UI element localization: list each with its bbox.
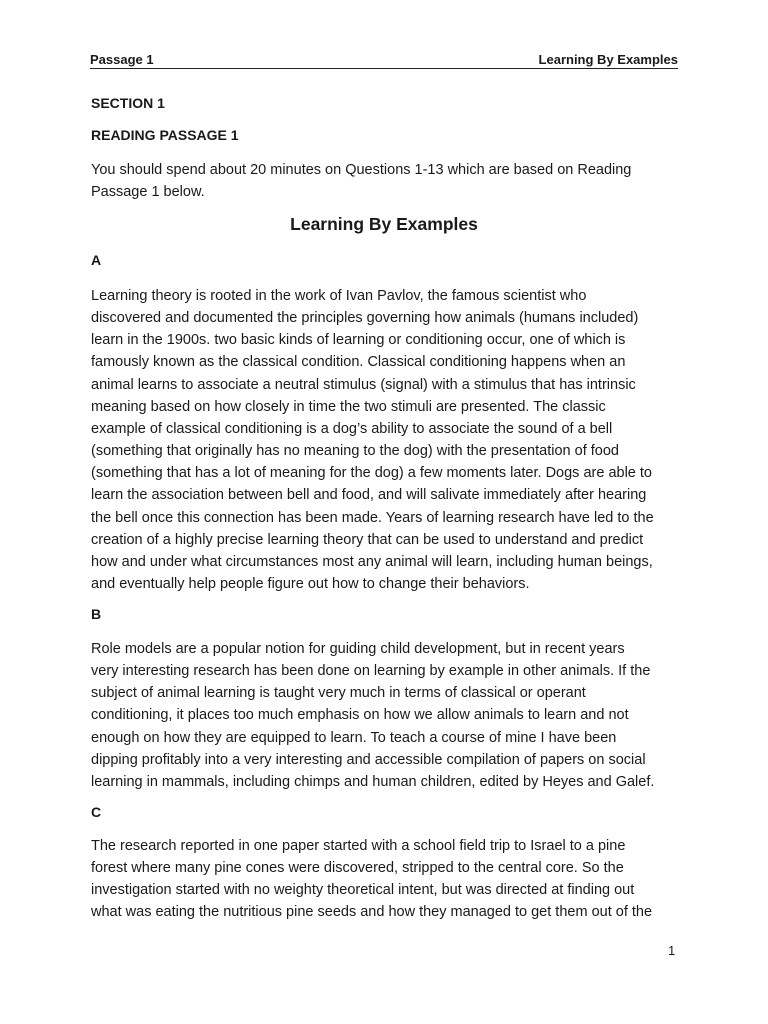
passage-heading: READING PASSAGE 1	[91, 127, 239, 143]
paragraph-letter-a: A	[91, 252, 102, 268]
paragraph-line: Learning theory is rooted in the work of Ivan Pavlov, the famous scientist who	[91, 288, 587, 304]
intro-text	[91, 159, 681, 203]
paragraph-line: famously known as the classical condition. Classical conditioning happens when an	[91, 354, 626, 371]
paragraph-line: subject of animal learning is taught very much in terms of classical or operant	[91, 685, 586, 702]
paragraph-c	[91, 835, 683, 924]
paragraph-line: the bell once this connection has been made. Years of learning research have led to the	[91, 509, 654, 526]
paragraph-line: and eventually help people figure out how to change their behaviors.	[91, 576, 530, 593]
paragraph-line: what was eating the nutritious pine seeds and how they managed to get them out of the	[91, 904, 653, 921]
paragraph-line: forest where many pine cones were discovered, stripped to the central core. So the	[91, 860, 624, 877]
header-rule	[90, 68, 678, 69]
paragraph-line: conditioning, it places too much emphasis on how we allow animals to learn and not	[91, 707, 629, 724]
header-right: Learning By Examples	[538, 52, 678, 67]
paragraph-line: creation of a highly precise learning theory that can be used to understand and predict	[91, 531, 644, 548]
paragraph-line: learn the association between bell and food, and will salivate immediately after hearing	[91, 487, 647, 504]
paragraph-a	[91, 285, 683, 595]
paragraph-line: learn in the 1900s. two basic kinds of learning or conditioning occur, one of which is	[91, 332, 626, 349]
paragraph-line: how and under what circumstances most any animal will learn, including human beings,	[91, 553, 653, 570]
document-title: Learning By Examples	[290, 214, 478, 234]
paragraph-line: (something that originally has no meaning to the dog) with the presentation of food	[91, 443, 619, 460]
header-left: Passage 1	[90, 52, 154, 67]
paragraph-b	[91, 638, 683, 793]
paragraph-line: learning in mammals, including chimps and human children, edited by Heyes and Galef.	[91, 773, 655, 790]
paragraph-line: enough on how they are equipped to learn. To teach a course of mine I have been	[91, 729, 617, 746]
paragraph-line: example of classical conditioning is a dog’s ability to associate the sound of a bell	[91, 420, 613, 437]
section-heading: SECTION 1	[91, 95, 165, 111]
paragraph-line: meaning based on how closely in time the two stimuli are presented. The classic	[91, 398, 606, 415]
paragraph-line: The research reported in one paper started with a school field trip to Israel to a pine	[91, 838, 626, 854]
paragraph-line: very interesting research has been done on learning by example in other animals. If the	[91, 663, 651, 680]
paragraph-line: investigation started with no weighty theoretical intent, but was directed at finding out	[91, 882, 635, 899]
paragraph-line: animal learns to associate a neutral stimulus (signal) with a stimulus that has intrinsic	[91, 376, 636, 393]
intro-line: You should spend about 20 minutes on Questions 1-13 which are based on Reading	[91, 162, 632, 178]
paragraph-letter-c: C	[91, 804, 102, 820]
page-header	[90, 47, 678, 67]
paragraph-line: discovered and documented the principles governing how animals (humans included)	[91, 310, 639, 327]
paragraph-line: dipping profitably into a very interesting and accessible compilation of papers on social	[91, 751, 646, 768]
intro-line: Passage 1 below.	[91, 184, 205, 200]
paragraph-line: (something that has a lot of meaning for the dog) a few moments later. Dogs are able to	[91, 465, 652, 482]
page-number: 1	[668, 943, 676, 958]
paragraph-line: Role models are a popular notion for guiding child development, but in recent years	[91, 641, 625, 657]
paragraph-letter-b: B	[91, 606, 102, 622]
